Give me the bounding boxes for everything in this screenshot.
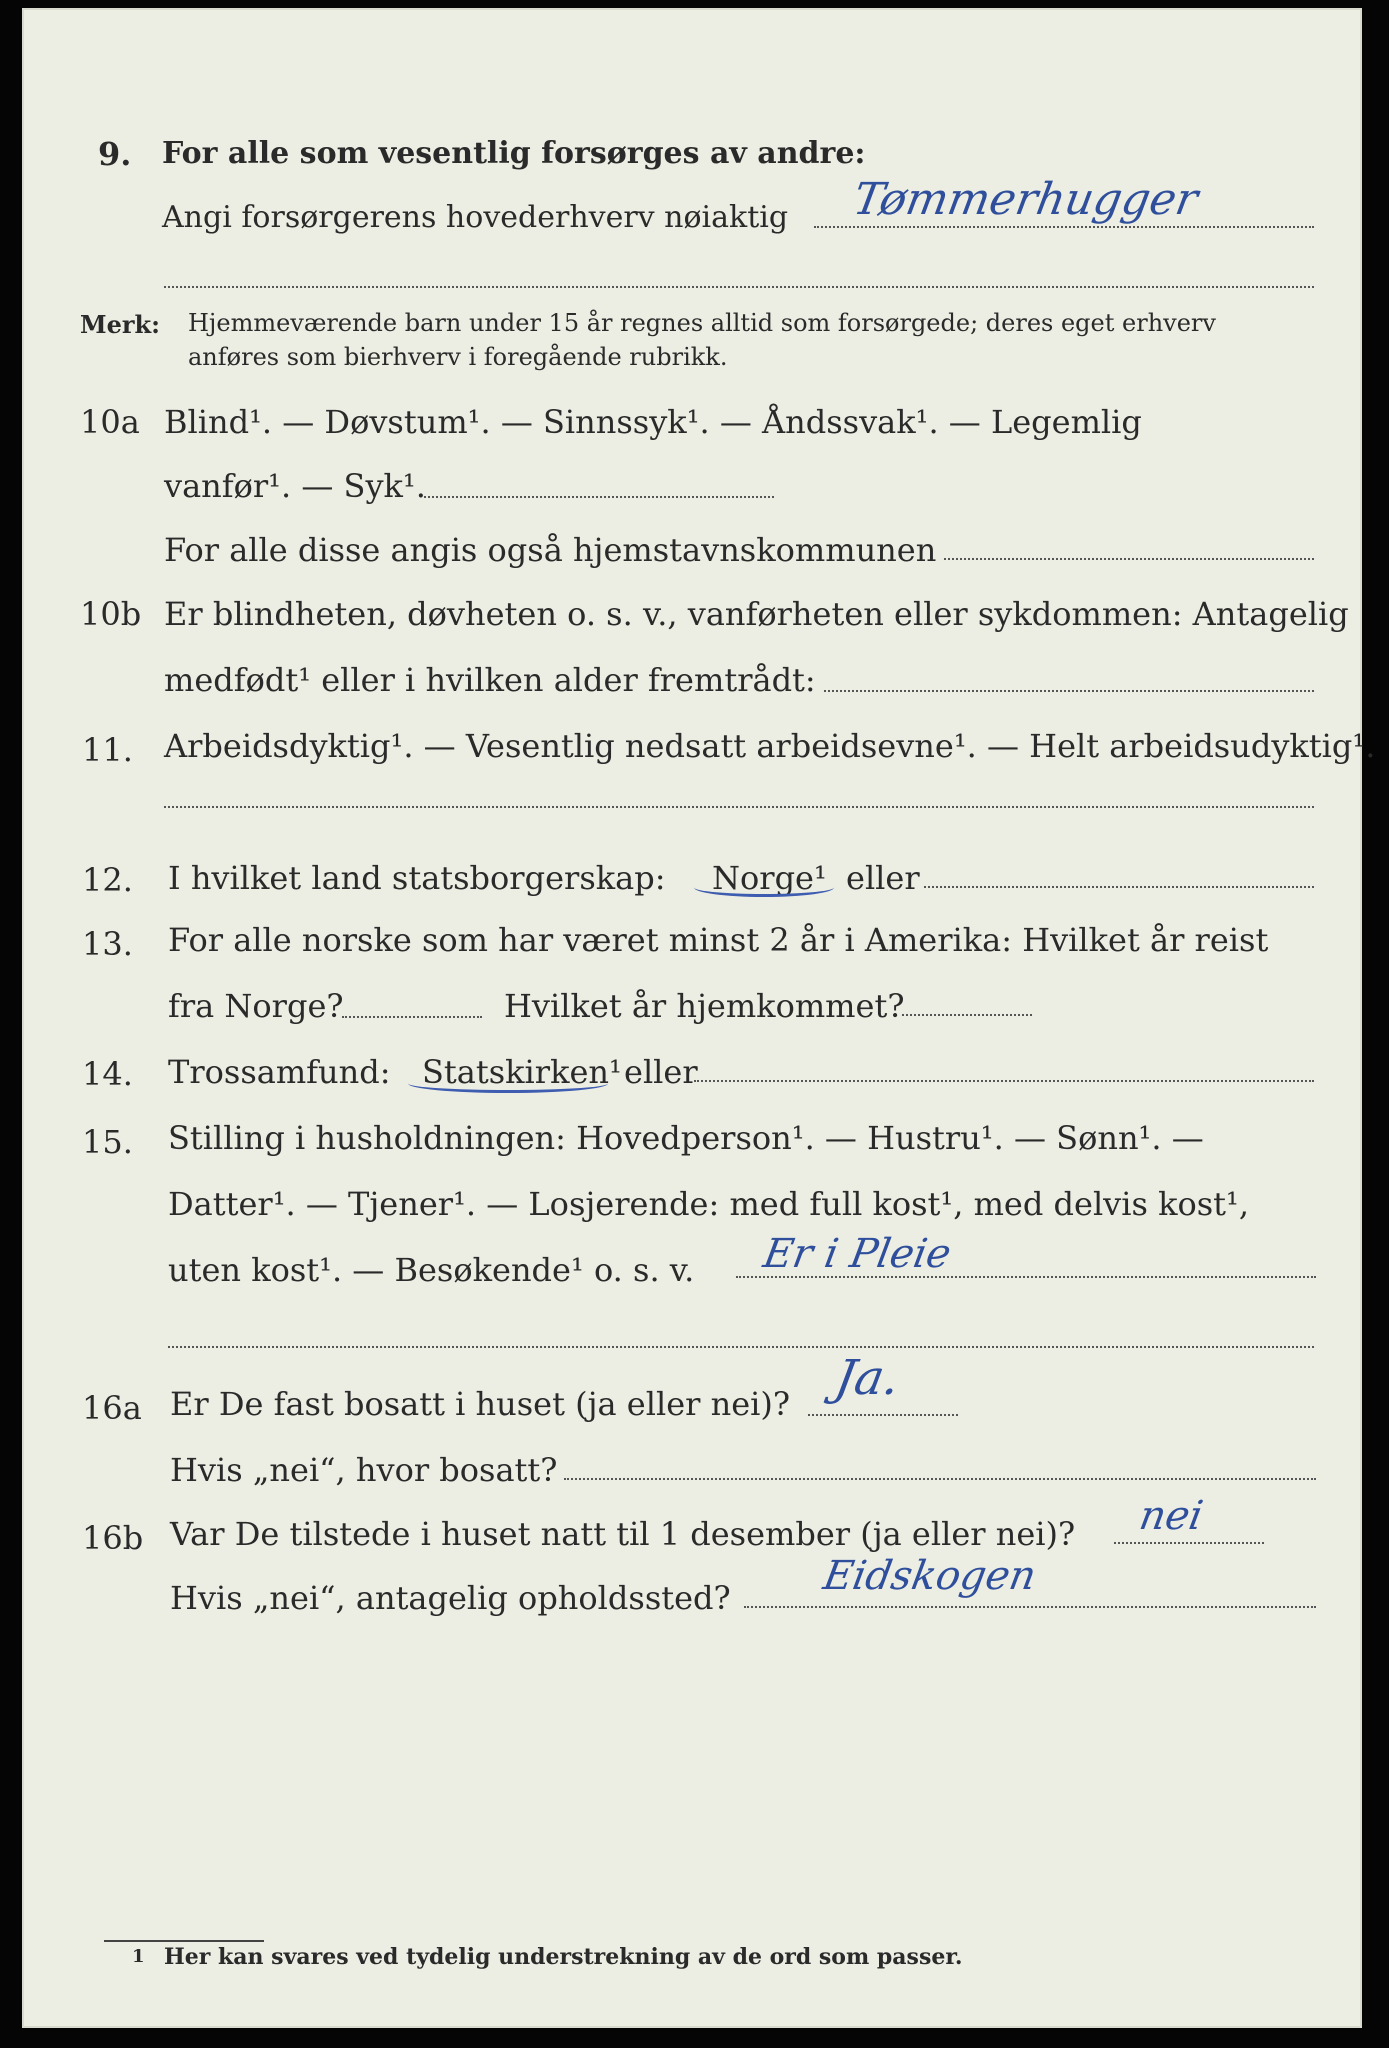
q13-line1: For alle norske som har været minst 2 år i Amerika: Hvilket år reist	[168, 921, 1269, 959]
q16a-bosatt-line	[564, 1478, 1316, 1480]
q16b-number: 16b	[82, 1519, 144, 1557]
q9-handwritten-answer: Tømmerhugger	[849, 174, 1202, 225]
q16a-handwritten-answer: Ja.	[831, 1350, 905, 1406]
q10a-number: 10a	[80, 403, 140, 441]
q12-choice-norge: Norge¹	[712, 859, 827, 897]
q13-hjemkommet-line	[902, 1014, 1032, 1016]
q10b-line1: Er blindheten, døvheten o. s. v., vanførheten eller sykdommen: Antagelig	[164, 595, 1349, 633]
merk-line1: Hjemmeværende barn under 15 år regnes alltid som forsørgede; deres eget erhverv	[188, 309, 1216, 337]
q14-suffix: eller	[624, 1053, 698, 1091]
q12-handwritten-underline	[694, 878, 834, 897]
q13-reist-line	[342, 1016, 482, 1018]
q10a-line2: vanfør¹. — Syk¹.	[164, 467, 426, 505]
merk-label: Merk:	[80, 310, 160, 339]
q11-answer-line	[164, 806, 1314, 808]
q15-number: 15.	[82, 1123, 133, 1161]
q13-line2b: Hvilket år hjemkommet?	[504, 987, 905, 1025]
q10a-answer-line	[424, 496, 774, 498]
q14-answer-line	[694, 1080, 1314, 1082]
q16a-line2: Hvis „nei“, hvor bosatt?	[170, 1451, 558, 1489]
q13-line2a: fra Norge?	[168, 987, 344, 1025]
q10a-hjemstavn-line	[944, 558, 1314, 560]
q16a-answer-line	[808, 1414, 958, 1416]
q9-extra-line	[164, 286, 1314, 288]
q15-extra-line	[168, 1346, 1314, 1348]
q12-suffix: eller	[846, 859, 920, 897]
q12-prefix: I hvilket land statsborgerskap:	[168, 859, 666, 897]
q15-line1: Stilling i husholdningen: Hovedperson¹. — Hustru¹. — Sønn¹. —	[168, 1119, 1204, 1157]
q16b-line2: Hvis „nei“, antagelig opholdssted?	[170, 1579, 731, 1617]
q10b-line2: medfødt¹ eller i hvilken alder fremtrådt:	[164, 661, 816, 699]
census-form-page	[22, 8, 1376, 2028]
q16b-handwritten-answer2: Eidskogen	[819, 1553, 1040, 1599]
q16a-line1: Er De fast bosatt i huset (ja eller nei)?	[170, 1385, 791, 1423]
footnote-mark: 1	[132, 1946, 145, 1967]
q14-prefix: Trossamfund:	[168, 1053, 391, 1091]
q10b-number: 10b	[80, 595, 142, 633]
q10a-line1: Blind¹. — Døvstum¹. — Sinnssyk¹. — Åndssvak¹. — Legemlig	[164, 403, 1142, 441]
q16b-handwritten-answer1: nei	[1135, 1493, 1207, 1539]
q11-line1: Arbeidsdyktig¹. — Vesentlig nedsatt arbeidsevne¹. — Helt arbeidsudyktig¹.	[164, 727, 1376, 765]
q15-handwritten-answer: Er i Pleie	[759, 1231, 955, 1277]
q16b-line1: Var De tilstede i huset natt til 1 desember (ja eller nei)?	[170, 1515, 1076, 1553]
q16a-number: 16a	[82, 1389, 142, 1427]
q10b-answer-line	[824, 690, 1314, 692]
q14-choice-statskirken: Statskirken¹	[422, 1053, 622, 1091]
q16b-answer2-line	[744, 1606, 1316, 1608]
q12-answer-line	[924, 886, 1314, 888]
q16b-answer1-line	[1114, 1542, 1264, 1544]
q11-number: 11.	[82, 731, 133, 769]
q9-line2: Angi forsørgerens hovederhverv nøiaktig	[162, 200, 789, 235]
q12-number: 12.	[82, 861, 133, 899]
q15-line3: uten kost¹. — Besøkende¹ o. s. v.	[168, 1251, 695, 1289]
q9-answer-line	[814, 226, 1314, 228]
q15-line2: Datter¹. — Tjener¹. — Losjerende: med full kost¹, med delvis kost¹,	[168, 1185, 1250, 1223]
q9-line1: For alle som vesentlig forsørges av andre:	[162, 136, 866, 171]
merk-line2: anføres som bierhverv i foregående rubrikk.	[188, 343, 728, 371]
q10a-line3: For alle disse angis også hjemstavnskommunen	[164, 531, 937, 569]
footnote-text: Her kan svares ved tydelig understrekning av de ord som passer.	[164, 1944, 963, 1970]
q14-handwritten-underline	[408, 1074, 608, 1093]
q9-number: 9.	[98, 135, 132, 173]
q13-number: 13.	[82, 925, 133, 963]
q14-number: 14.	[82, 1055, 133, 1093]
